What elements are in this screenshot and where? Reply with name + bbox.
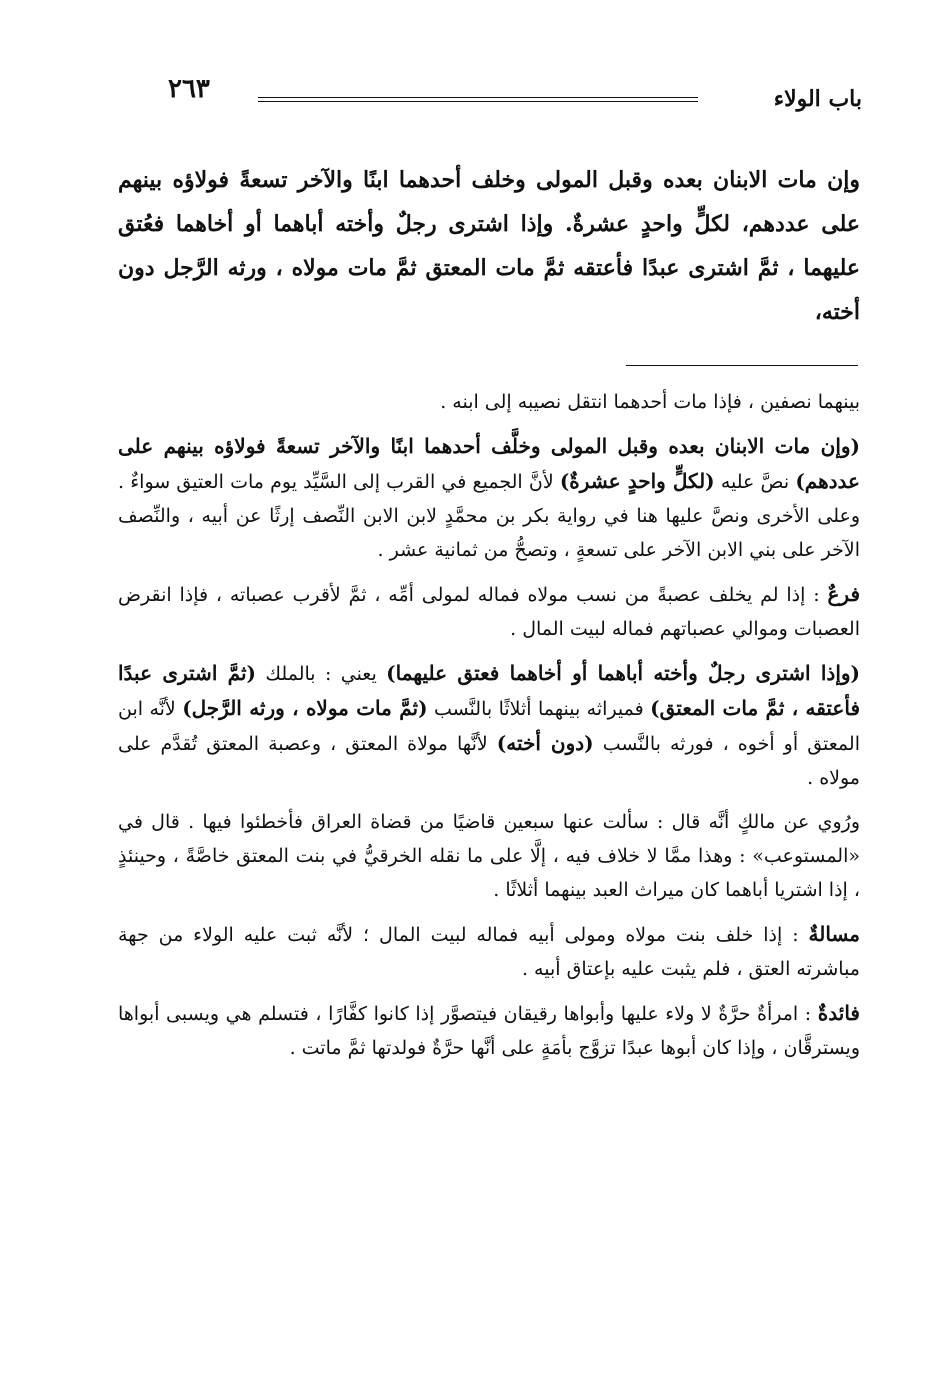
chapter-title: باب الولاء [773, 86, 862, 112]
commentary-paragraph: بينهما نصفين ، فإذا مات أحدهما انتقل نصيبه إلى ابنه . [440, 391, 860, 413]
commentary-text: لأنَّها مولاة المعتق ، وعصبة المعتق تُقدَّم على مولاه . [118, 733, 860, 789]
main-text: وإن مات الابنان بعده وقبل المولى وخلف أحدهما ابنًا والآخر تسعةً فولاؤه بينهم على عددهم، لكلٍّ واحدٍ عشرةٌ. وإذا اشترى رجلٌ وأخته أباهما أو أخاهما فعُتق عليهما ، ثمَّ اشترى عبدًا فأعتقه ثمَّ مات المعتق ثمَّ مات مولاه ، ورثه الرَّجل دون أخته، [118, 167, 860, 325]
quoted-matn: (وإن مات الابنان بعده وقبل المولى وخلَّف أحدهما ابنًا والآخر تسعةً فولاؤه بينهم على عددهم) [118, 434, 860, 493]
commentary-paragraph [118, 656, 860, 795]
header-rule [258, 101, 698, 102]
quoted-matn: (لكلٍّ واحدٍ عشرةٌ) [559, 469, 715, 493]
footnote-separator [626, 365, 858, 366]
commentary-text: : إذا لم يخلف عصبةً من نسب مولاه فماله لمولى أمِّه ، ثمَّ لأقرب عصباته ، فإذا انقرض العصبات وموالي عصباتهم فماله لبيت المال . [118, 584, 860, 640]
commentary-text: : امرأةٌ حرَّةٌ لا ولاء عليها وأبواها رقيقان فيتصوَّر إذا كانوا كفَّارًا ، فتسلم هي ويسبى أبواها ويسترقَّان ، وإذا كان أبوها عبدًا تزوَّج بأمَةٍ على أنَّها حرَّةٌ فولدتها ثمَّ ماتت . [118, 1003, 860, 1059]
page-number: ٢٦٣ [168, 74, 210, 104]
paragraph-lead: مسالةٌ [808, 922, 860, 946]
commentary-text: لأنَّه ابن المعتق أو أخوه ، فورثه بالنَّسب [118, 698, 860, 755]
commentary-paragraph: ورُوي عن مالكٍ أنَّه قال : سألت عنها سبعين قاضيًا من قضاة العراق فأخطئوا فيها . قال في «المستوعب» : وهذا ممَّا لا خلاف فيه ، إلَّا على ما نقله الخرقيُّ في بنت المعتق خاصَّةً ، وحينئذٍ ، إذا اشتريا أباهما كان ميراث العبد بينهما أثلاثًا . [118, 811, 860, 901]
commentary-text: نصَّ عليه [714, 471, 796, 493]
commentary-paragraph [118, 429, 860, 567]
quoted-matn: (ثمَّ اشترى عبدًا فأعتقه ، ثمَّ مات المعتق) [118, 661, 860, 720]
commentary-text: لأنَّ الجميع في القرب إلى السَّيِّد يوم مات العتيق سواءٌ . وعلى الأخرى ونصَّ عليها هنا في رواية بكر بن محمَّدٍ لابن الابن النِّصف إرثًا عن أبيه ، والنِّصف الآخر على بني الابن الآخر على تسعةٍ ، وتصحُّ من ثمانية عشر . [118, 471, 860, 561]
quoted-matn: (ثمَّ مات مولاه ، ورثه الرَّجل) [182, 696, 428, 720]
commentary-paragraph [118, 577, 860, 646]
paragraph-lead: فرعٌ [827, 582, 860, 606]
commentary [118, 385, 860, 1075]
quoted-matn: (وإذا اشترى رجلٌ وأخته أباهما أو أخاهما فعتق عليهما) [386, 661, 861, 685]
header-rule [258, 97, 698, 98]
commentary-text: : إذا خلف بنت مولاه ومولى أبيه فماله لبيت المال ؛ لأنَّه ثبت عليه الولاء من جهة مباشرته العتق ، فلم يثبت عليه بإعتاق أبيه . [118, 924, 860, 980]
paragraph-lead: فائدةٌ [817, 1001, 860, 1025]
commentary-text: يعني : بالملك [256, 663, 387, 685]
commentary-text: فميراثه بينهما أثلاثًا بالنَّسب [427, 698, 651, 720]
commentary-paragraph [118, 996, 860, 1065]
quoted-matn: (دون أخته) [496, 731, 594, 755]
commentary-paragraph [118, 917, 860, 986]
page-header [0, 70, 950, 120]
